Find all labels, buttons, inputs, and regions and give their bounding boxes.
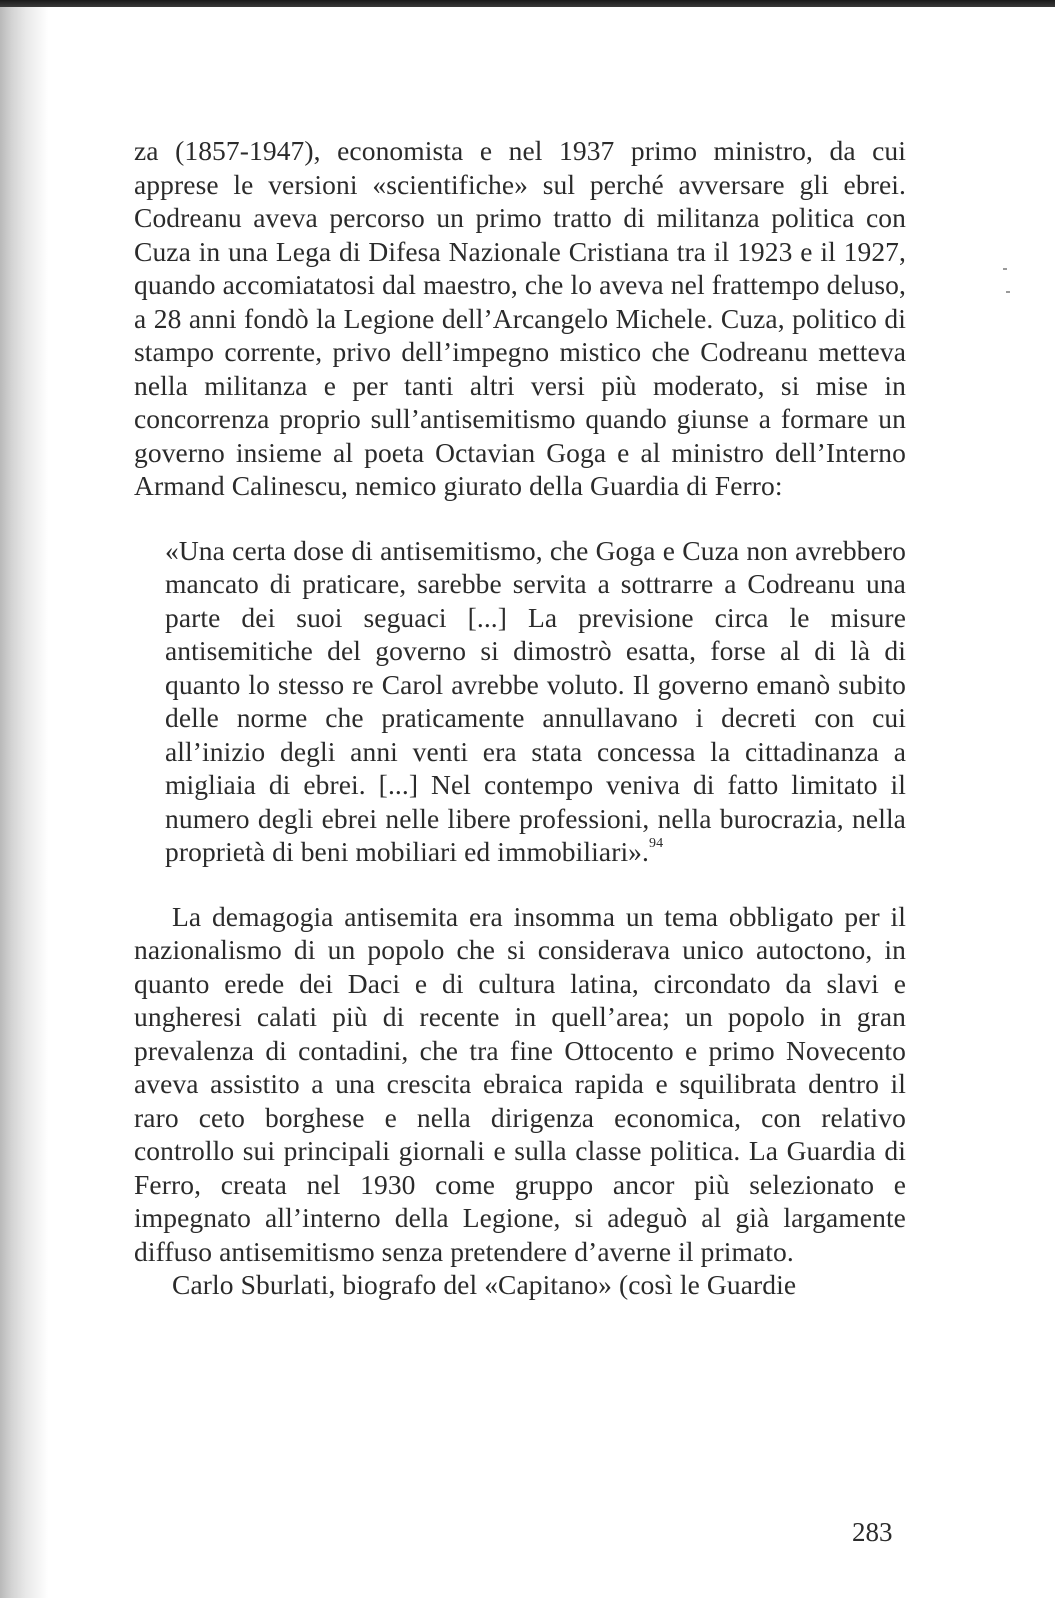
- scan-top-edge: [0, 0, 1055, 7]
- scan-speck: [1006, 291, 1010, 293]
- block-quote: [165, 534, 906, 869]
- page-number: 283: [852, 1517, 893, 1547]
- scan-speck: [1003, 268, 1007, 270]
- footnote-marker: 94: [649, 835, 664, 851]
- paragraph-2: La demagogia antisemita era insomma un tema obbligato per il nazionalismo di un popolo che si considerava unico autoctono, in quanto erede dei Daci e di cultura latina, circondato da slavi e ungheresi calati più di recente in quell’area; un popolo in gran prevalenza di contadini, che tra fine Ottocento e primo Novecento aveva assistito a una crescita ebraica rapida e squilibrata dentro il raro ceto borghese e nella dirigenza economica, con relativo controllo sui principali giornali e sulla classe politica. La Guardia di Ferro, creata nel 1930 come gruppo ancor più selezionato e impegnato all’interno della Legione, si adeguò al già largamente diffuso antisemitismo senza pretendere d’averne il primato.: [134, 900, 906, 1267]
- quote-text: «Una certa dose di antisemitismo, che Goga e Cuza non avrebbero mancato di praticare, sarebbe servita a sottrarre a Codreanu una parte dei suoi seguaci [...] La previsione circa le misure antisemitiche del governo si dimostrò esatta, forse al di là di quanto lo stesso re Carol avrebbe voluto. Il governo emanò subito delle norme che praticamente annullavano i decreti con cui all’inizio degli anni venti era stata concessa la cittadinanza a migliaia di ebrei. [...] Nel contempo veniva di fatto limitato il numero degli ebrei nelle libere professioni, nella burocrazia, nella proprietà di beni mobiliari ed immobiliari».: [165, 534, 906, 867]
- page-text: [134, 134, 906, 1302]
- book-gutter-shadow: [0, 7, 48, 1598]
- paragraph-1: za (1857-1947), economista e nel 1937 primo ministro, da cui apprese le versioni «scientifiche» sul perché avversare gli ebrei. Codreanu aveva percorso un primo tratto di militanza politica con Cuza in una Lega di Difesa Nazionale Cristiana tra il 1923 e il 1927, quando accomiatatosi dal maestro, che lo aveva nel frattempo deluso, a 28 anni fondò la Legione dell’Arcangelo Michele. Cuza, politico di stampo corrente, privo dell’impegno mistico che Codreanu metteva nella militanza e per tanti altri versi più moderato, si mise in concorrenza proprio sull’antisemitismo quando giunse a formare un governo insieme al poeta Octavian Goga e al ministro dell’Interno Armand Calinescu, nemico giurato della Guardia di Ferro:: [134, 135, 906, 501]
- paragraph-3: Carlo Sburlati, biografo del «Capitano» (così le Guardie: [172, 1269, 797, 1300]
